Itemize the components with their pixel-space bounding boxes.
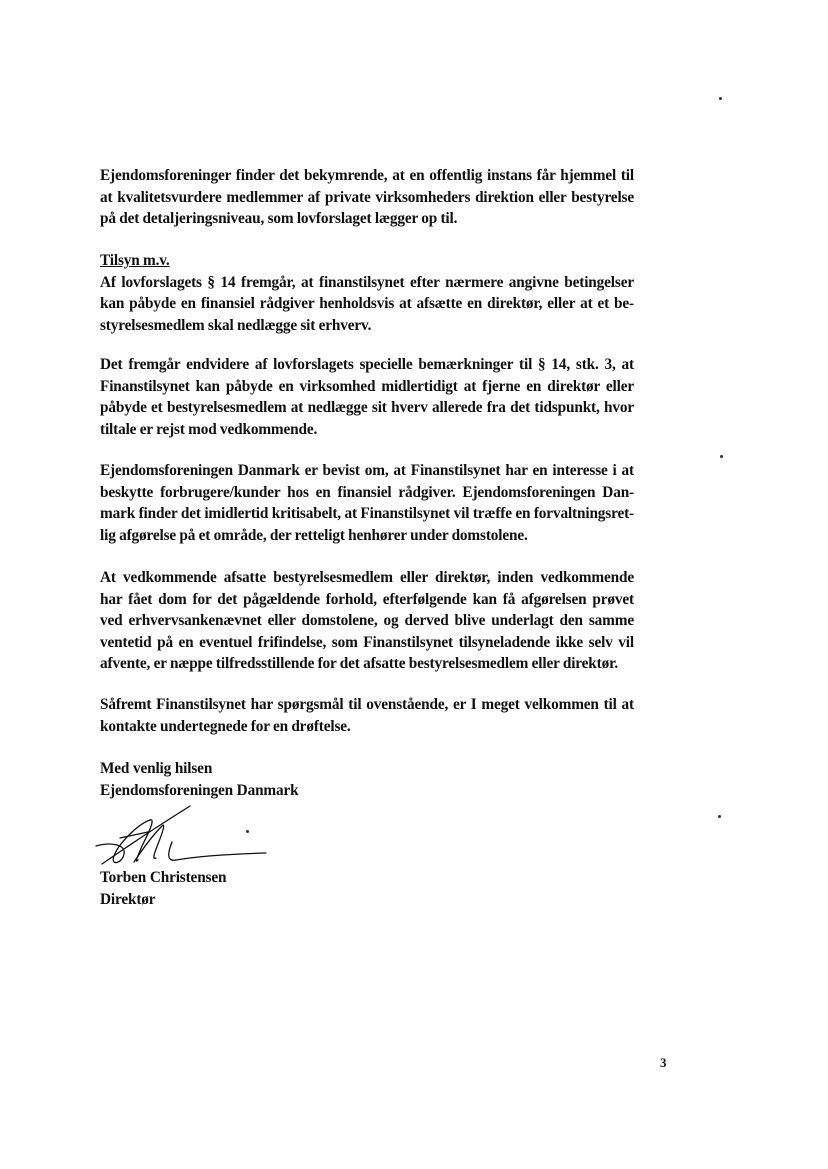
signatory-title: Direktør (100, 890, 156, 908)
text-line: ventetid på en eventuel frifindelse, som Finanstilsynet tilsyneladende ikke selv vil (100, 633, 634, 651)
text-line: mark finder det imidlertid kritisabelt, at Finanstilsynet vil træffe en forvaltningsret- (100, 505, 634, 522)
text-line: at kvalitetsvurdere medlemmer af private virksomheders direktion eller bestyrelse (100, 188, 634, 206)
scan-speck (718, 815, 721, 818)
text-line: har fået dom for det pågældende forhold, efterfølgende kan få afgørelsen prøvet (100, 590, 634, 608)
text-line: Det fremgår endvidere af lovforslagets specielle bemærkninger til § 14, stk. 3, at (100, 356, 634, 373)
text-line: på det detaljeringsniveau, som lovforslaget lægger op til. (100, 210, 458, 227)
section-supervision (100, 250, 634, 336)
paragraph-interest (100, 460, 634, 546)
text-line: Såfremt Finanstilsynet har spørgsmål til ovenstående, er I meget velkommen til at (100, 696, 634, 713)
handwritten-signature (90, 798, 275, 876)
signatory-name: Torben Christensen (100, 869, 227, 886)
text-line: styrelsesmedlem skal nedlægge sit erhverv. (100, 316, 372, 334)
paragraph-appeal (100, 567, 634, 675)
paragraph-special-remarks (100, 354, 634, 440)
text-line: afvente, er næppe tilfredsstillende for det afsatte bestyrelsesmedlem eller direktør. (100, 655, 619, 672)
text-line: kontakte undertegnede for en drøftelse. (100, 717, 351, 735)
text-line: beskytte forbrugere/kunder hos en finansiel rådgiver. Ejendomsforeningen Dan- (100, 483, 634, 501)
text-line: At vedkommende afsatte bestyrelsesmedlem eller direktør, inden vedkommende (100, 569, 634, 586)
closing-salutation: Med venlig hilsen (100, 760, 213, 777)
scan-speck (719, 97, 722, 100)
text-line: kan påbyde en finansiel rådgiver henholdsvis at afsætte en direktør, eller at et be- (100, 295, 634, 312)
paragraph-concern (100, 165, 634, 230)
page-number: 3 (660, 1055, 667, 1070)
paragraph-contact (100, 694, 634, 737)
text-line: Ejendomsforeningen Danmark er bevist om, at Finanstilsynet har en interesse i at (100, 462, 634, 479)
text-line: Finanstilsynet kan påbyde en virksomhed midlertidigt at fjerne en direktør eller (100, 377, 634, 395)
text-line: Ejendomsforeninger finder det bekymrende, at en offentlig instans får hjemmel til (100, 167, 634, 184)
signatory-block (100, 867, 226, 910)
text-line: Af lovforslagets § 14 fremgår, at finanstilsynet efter nærmere angivne betingelser (100, 273, 634, 291)
closing-block (100, 758, 299, 801)
scan-speck (246, 830, 249, 833)
text-line: påbyde et bestyrelsesmedlem at nedlægge sit hverv allerede fra det tidspunkt, hvor (100, 399, 634, 416)
organization-name: Ejendomsforeningen Danmark (100, 781, 299, 799)
text-line: ved erhvervsankenævnet eller domstolene, og derved blive underlagt den samme (100, 612, 634, 629)
text-line: lig afgørelse på et område, der retteligt henhører under domstolene. (100, 526, 528, 544)
text-line: tiltale er rejst mod vedkommende. (100, 420, 318, 438)
section-heading: Tilsyn m.v. (100, 252, 170, 269)
scan-speck (720, 455, 723, 458)
